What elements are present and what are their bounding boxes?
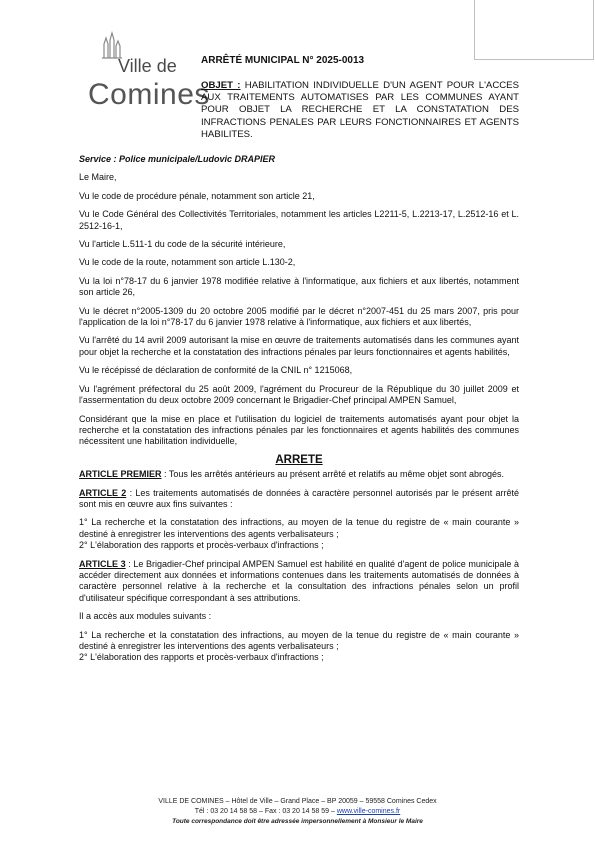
visa-6: Vu le décret n°2005-1309 du 20 octobre 2005 modifié par le décret n°2007-451 du 25 mars 2007, pris pour l'application de la loi n°78-17 du 6 janvier 1978 relative à l'informatique, aux fichiers et aux libertés, (79, 305, 519, 328)
visa-8: Vu le récépissé de déclaration de conformité de la CNIL n° 1215068, (79, 365, 353, 376)
article-1 (79, 469, 519, 480)
footer (0, 797, 595, 827)
page-title: ARRÊTÉ MUNICIPAL N° 2025-0013 (201, 55, 365, 66)
article-1-text: : Tous les arrêtés antérieurs au présent arrêté et relatifs au même objet sont abrogés. (161, 469, 505, 480)
footer-contact (0, 807, 595, 817)
objet-label: OBJET : (201, 80, 241, 91)
module-item-2: 2° L'élaboration des rapports et procès-verbaux d'infractions ; (79, 652, 324, 663)
visa-3: Vu l'article L.511-1 du code de la sécurité intérieure, (79, 239, 286, 250)
website-link[interactable]: www.ville-comines.fr (336, 808, 401, 815)
visa-9: Vu l'agrément préfectoral du 25 août 2009, l'agrément du Procureur de la République du 30 juillet 2009 et l'assermentation du deux octobre 2009 concernant le Brigadier-Chef principal AMPEN Samuel, (79, 383, 519, 406)
logo-comines-text: Comines (88, 78, 210, 111)
article-2 (79, 488, 519, 511)
module-item-1: 1° La recherche et la constatation des infractions, au moyen de la tenue du registre de « main courante » destiné à enregistrer les interventions des agents verbalisateurs ; (79, 629, 519, 651)
objet-text: HABILITATION INDIVIDUELLE D'UN AGENT POUR L'ACCES AUX TRAITEMENTS AUTOMATISES PAR LES COMMUNES AYANT POUR OBJET LA RECHERCHE ET LA CONSTATATION DES INFRACTIONS PENALES PAR LEURS FONCTIONNAIRES ET AGENTS HABILITES. (201, 80, 519, 140)
logo-ville-text: Ville de (118, 56, 177, 76)
article-2-text: : Les traitements automatisés de données à caractère personnel autorisés par le présent arrêté sont mis en œuvre aux fins suivantes : (79, 487, 519, 509)
article-2-item-1: 1° La recherche et la constatation des infractions, au moyen de la tenue du registre de « main courante » destiné à enregistrer les interventions des agents verbalisateurs ; (79, 517, 519, 539)
visa-2: Vu le Code Général des Collectivités Territoriales, notamment les articles L2211-5, L.2213-17, L.2512-16 et L. 2512-16-1, (79, 209, 519, 231)
visa-4: Vu le code de la route, notamment son article L.130-2, (79, 257, 296, 268)
footer-phone: Tél : 03 20 14 58 58 – Fax : 03 20 14 58 59 – (194, 808, 337, 815)
le-maire: Le Maire, (79, 172, 117, 183)
modules-intro: Il a accès aux modules suivants : (79, 611, 212, 622)
service-line: Service : Police municipale/Ludovic DRAPIER (79, 154, 276, 164)
article-3 (79, 559, 519, 605)
visa-5: Vu la loi n°78-17 du 6 janvier 1978 modifiée relative à l'informatique, aux fichiers et aux libertés, notamment son article 26, (79, 275, 519, 298)
document-body (79, 154, 519, 671)
visa-1: Vu le code de procédure pénale, notamment son article 21, (79, 190, 315, 201)
footer-note: Toute correspondance doit être adressée impersonnellement à Monsieur le Maire (172, 818, 423, 825)
footer-address: VILLE DE COMINES – Hôtel de Ville – Grand Place – BP 20059 – 59558 Comines Cedex (158, 798, 437, 805)
stamp-box (474, 0, 594, 60)
article-3-text: : Le Brigadier-Chef principal AMPEN Samuel est habilité en qualité d'agent de police municipale à accéder directement aux données et informations contenues dans les traitements automatisés de données à caractère personnel relative à la recherche et la consultation des infractions pénales selon un profil d'utilisateur spécifique correspondant à ses attributions. (79, 558, 519, 603)
considerant: Considérant que la mise en place et l'utilisation du logiciel de traitements automatisés ayant pour objet la recherche et la constatation des infractions pénales par les fonctionnaires et agents habilités des communes nécessitent une habilitation individuelle, (79, 413, 519, 447)
objet-block (201, 80, 519, 141)
article-2-label: ARTICLE 2 (79, 487, 127, 498)
article-1-label: ARTICLE PREMIER (79, 469, 162, 480)
arrete-heading: ARRETE (275, 453, 323, 466)
visa-7: Vu l'arrêté du 14 avril 2009 autorisant la mise en œuvre de traitements automatisés dans les communes ayant pour objet la recherche et la constatation des infractions pénales par leurs fonctionnaires et agents habilités, (79, 335, 519, 357)
article-3-label: ARTICLE 3 (79, 558, 126, 569)
article-2-item-2: 2° L'élaboration des rapports et procès-verbaux d'infractions ; (79, 540, 324, 551)
